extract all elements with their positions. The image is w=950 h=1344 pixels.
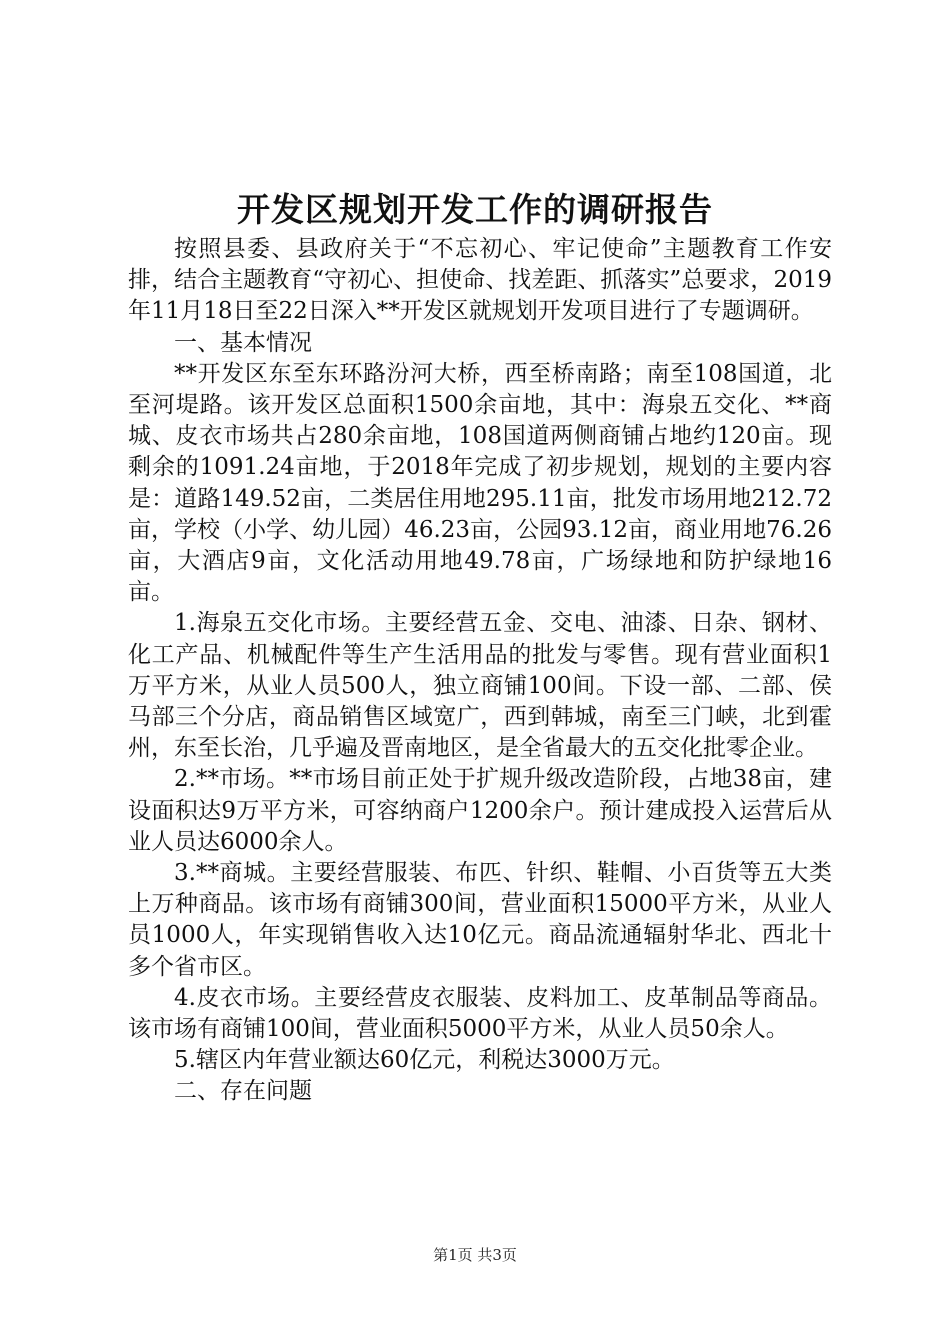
overview-paragraph: **开发区东至东环路汾河大桥，西至桥南路；南至108国道，北至河堤路。该开发区总面积1500余亩地，其中：海泉五交化、**商城、皮衣市场共占280余亩地，108国道两侧商铺占地约120亩。现剩余的1091.24亩地，于2018年完成了初步规划，规划的主要内容是：道路149.52亩，二类居住用地295.11亩，批发市场用地212.72亩，学校（小学、幼儿园）46.23亩，公园93.12亩，商业用地76.26亩，大酒店9亩，文化活动用地49.78亩，广场绿地和防护绿地16亩。	[128, 360, 832, 606]
item-paragraph-1: 1.海泉五交化市场。主要经营五金、交电、油漆、日杂、钢材、化工产品、机械配件等生产生活用品的批发与零售。现有营业面积1万平方米，从业人员500人，独立商铺100间。下设一部、二部、侯马部三个分店，商品销售区域宽广，西到韩城，南至三门峡，北到霍州，东至长治，几乎遍及晋南地区，是全省最大的五交化批零企业。	[128, 610, 832, 762]
item-paragraph-3: 3.**商城。主要经营服装、布匹、针织、鞋帽、小百货等五大类上万种商品。该市场有商铺300间，营业面积15000平方米，从业人员1000人，年实现销售收入达10亿元。商品流通辐射华北、西北十多个省市区。	[128, 860, 832, 980]
item-paragraph-4: 4.皮衣市场。主要经营皮衣服装、皮料加工、皮革制品等商品。该市场有商铺100间，营业面积5000平方米，从业人员50余人。	[128, 984, 832, 1043]
intro-paragraph: 按照县委、县政府关于“不忘初心、牢记使命”主题教育工作安排，结合主题教育“守初心、担使命、找差距、抓落实”总要求，2019年11月18日至22日深入**开发区就规划开发项目进行了专题调研。	[128, 236, 832, 325]
section-heading-problems: 二、存在问题	[174, 1078, 312, 1105]
page-footer: 第1页 共3页	[433, 1246, 517, 1264]
item-paragraph-2: 2.**市场。**市场目前正处于扩规升级改造阶段，占地38亩，建设面积达9万平方米，可容纳商户1200余户。预计建成投入运营后从业人员达6000余人。	[128, 766, 832, 855]
document-title: 开发区规划开发工作的调研报告	[237, 190, 713, 229]
item-paragraph-5: 5.辖区内年营业额达60亿元，利税达3000万元。	[174, 1047, 675, 1074]
section-heading-basic-situation: 一、基本情况	[174, 329, 312, 356]
document-body	[128, 234, 832, 1108]
